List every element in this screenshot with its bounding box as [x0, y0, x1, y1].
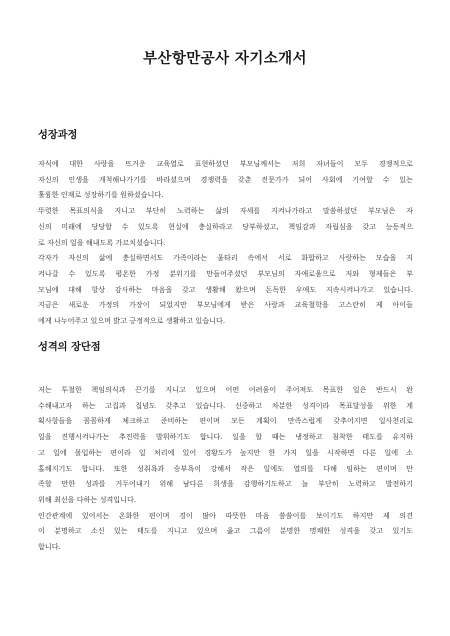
section-heading-growth: 성장과정 [38, 129, 78, 141]
body-line: 이 분명하고 소신 있는 태도를 지니고 있으며 옳고 그름이 분명한 명쾌한 성격을 갖고 있기도 [38, 526, 413, 536]
body-line: 홀해지기도 합니다. 또한 성취욕과 승부욕이 강해서 작은 일에도 열의를 다해 임하는 편이며 만 [38, 463, 413, 473]
body-line: 고 일에 몰입하는 편이라 일 처리에 있어 경황도가 높지만 한 가지 일을 시작하면 다른 일에 소 [38, 447, 413, 457]
body-line: 인간관계에 있어서는 온화한 편이며 경이 많아 따뜻한 마음 씀씀이를 보이기도 하지만 제 의견 [38, 510, 413, 520]
section-body-personality [38, 382, 413, 555]
body-line: 위해 최선을 다하는 성격입니다. [38, 494, 137, 504]
body-line: 자식에 대한 사랑을 뜨거운 교육열로 표현하셨던 부모님께서는 저희 자녀들이 모두 경쟁적으로 [38, 159, 413, 168]
section-body-growth [38, 156, 413, 329]
body-line: 훌륭한 인재로 성장하기를 원하셨습니다. [38, 190, 164, 200]
body-line: 일을 진행시켜나가는 추진력을 발휘하기도 합니다. 일을 할 때는 냉정하고 침착한 태도를 유지하 [38, 432, 413, 442]
body-line: 에게 나누어주고 있으며 밝고 긍정적으로 생활하고 있습니다. [38, 316, 226, 326]
body-line: 합니다. [38, 542, 61, 552]
body-line: 지금은 새로운 가정의 가장이 되었지만 부모님에게 받은 사랑과 교육철학을 고스란히 제 아이들 [38, 300, 413, 310]
body-line: 자신의 인생을 개척해나가기를 바라셨으며 경쟁력을 갖춘 전문가가 되어 사회에 기여할 수 있는 [38, 174, 413, 184]
document-title: 부산항만공사 자기소개서 [143, 50, 307, 67]
body-line: 각자가 자신의 삶에 충실하면서도 가족이라는 울타리 속에서 서로 화합하고 사랑하는 모습을 지 [38, 253, 413, 263]
body-line: 로 자신의 일을 해내도록 가르치셨습니다. [38, 237, 166, 247]
body-line: 신의 미래에 당당할 수 있도록 현실에 충실하라고 당부하셨고, 책임감과 자립심을 갖고 능동적으 [38, 221, 413, 231]
body-line: 켜나갈 수 있도록 평온한 가정 분위기를 만들어주셨던 부모님의 자애로움으로 저와 형제들은 부 [38, 268, 413, 278]
body-line: 뚜렷한 목표의식을 지니고 부단히 노력하는 삶의 자세를 지켜나가라고 말씀하셨던 부모님은 자 [38, 206, 413, 216]
body-line: 획사항들을 꼼꼼하게 체크하고 준비하는 편이며 모든 계획이 만족스럽게 갖추어지면 일사천리로 [38, 416, 413, 426]
body-line: 족할 만한 성과를 거두어내기 위해 남다른 희생을 감행하기도하고 늘 부단히 노력하고 발전하기 [38, 479, 413, 489]
body-line: 저는 투철한 책임의식과 끈기를 지니고 있으며 어떤 어려움이 주어져도 목표한 일은 반드시 완 [38, 385, 413, 394]
section-heading-personality: 성격의 장단점 [38, 341, 101, 353]
body-line: 모님에 대해 항상 감사하는 마음을 갖고 생활해 왔으며 돈독한 우애도 지속시켜나가고 있습니다. [38, 284, 413, 294]
body-line: 수해내고자 하는 고집과 집념도 갖추고 있습니다. 신중하고 차분한 성격이라 목표달성을 위한 계 [38, 400, 413, 410]
